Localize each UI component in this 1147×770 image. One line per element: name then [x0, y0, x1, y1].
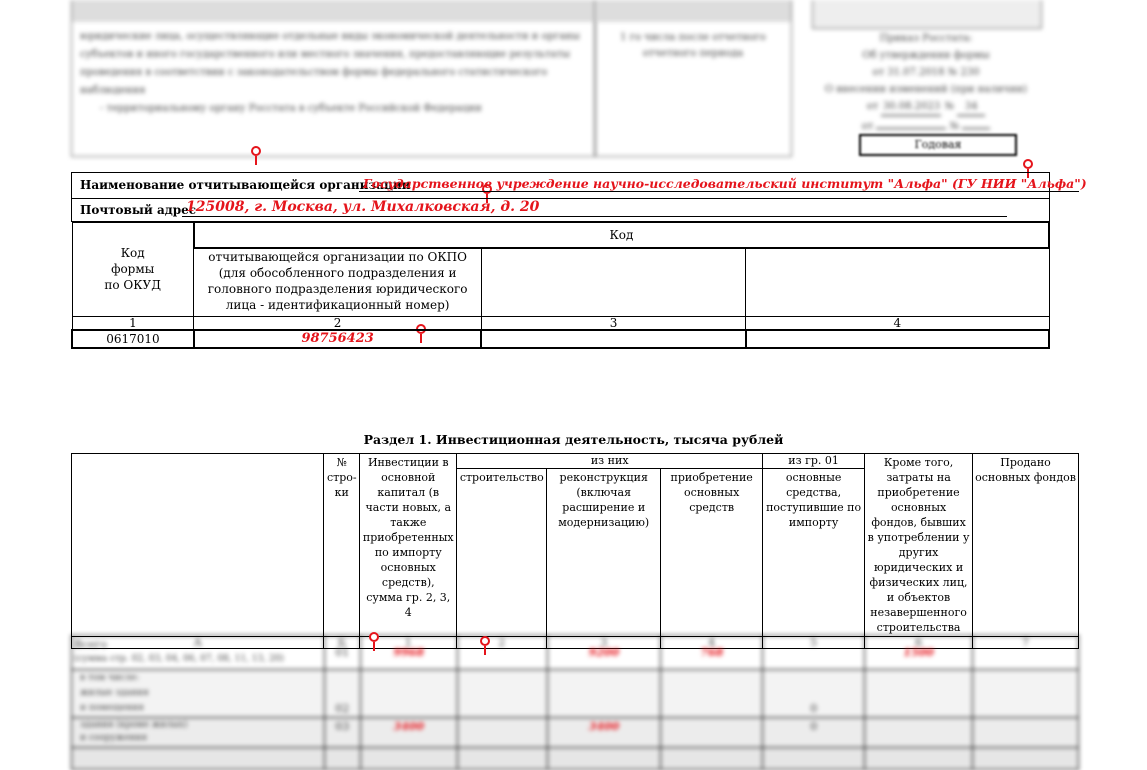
no-prefix: № [944, 101, 955, 112]
cell-value[interactable]: 0 [763, 718, 865, 748]
order-date-line-2 [812, 116, 1040, 135]
section1-title: Раздел 1. Инвестиционная деятельность, тысяча рублей [363, 432, 784, 447]
table-row [72, 718, 1079, 748]
header-line: проведения в соответствии с законодательством формы федерального статистического наблюдения [80, 67, 548, 96]
location-pin-icon [367, 632, 381, 652]
header-import: основные средства, поступившие по импорту [763, 469, 865, 637]
cell-value[interactable]: 3400 [547, 718, 661, 748]
header-acquisition: приобретение основных средств [661, 469, 763, 637]
header-middle-box [594, 0, 792, 157]
row-label: в том числе: [80, 673, 140, 683]
cell-value[interactable] [661, 718, 763, 748]
codes-table [71, 221, 1050, 349]
location-pin-icon [478, 636, 492, 656]
cell-value[interactable] [973, 636, 1079, 670]
table-row [72, 636, 1079, 670]
header-investments: Инвестиции в основной капитал (в части новых, а также приобретенных по импорту основных средств), сумма гр. 2, 3, 4 [360, 454, 457, 637]
date-prefix: от [861, 121, 874, 132]
col-number: 3 [481, 316, 745, 330]
header-right-line: от 31.07.2018 № 230 [872, 67, 980, 78]
col-number: 1 [72, 316, 194, 330]
col-letter: 4 [661, 637, 763, 649]
header-besides: Кроме того, затраты на приобретение основных фондов, бывших в употреблении у других юридических и физических лиц, и объектов незавершенного строительства [865, 454, 973, 637]
cell-value[interactable]: 768 [661, 636, 763, 670]
col-letter: Б [324, 637, 360, 649]
cell-value[interactable] [661, 670, 763, 718]
date-prefix: от [866, 101, 879, 112]
order-date-line [812, 98, 1040, 116]
header-construction: строительство [457, 469, 547, 637]
header-middle-line: 1 го числа после отчетного [620, 32, 766, 43]
header-right-line: Об утверждении формы [862, 50, 990, 61]
org-name-value[interactable]: Государственное учреждение научно-исследовательский институт "Альфа" (ГУ НИИ "Альфа") [363, 176, 1087, 191]
header-of-gr01: из гр. 01 [763, 454, 865, 469]
header-empty [72, 454, 324, 637]
no-prefix: № [949, 121, 960, 132]
okpo-label: отчитывающейся организации по ОКПО (для обособленного подразделения и головного подразделения юридического лица - идентификационный номер) [194, 248, 482, 316]
period-label: Годовая [914, 138, 962, 151]
cell-value[interactable] [865, 670, 973, 718]
code-col4-empty [746, 248, 1049, 316]
okud-value: 0617010 [72, 330, 194, 348]
row-sublabel: и помещения [80, 703, 144, 713]
header-middle-line: отчетного периода [642, 48, 744, 59]
col-letter: 2 [457, 637, 547, 649]
cell-value[interactable] [457, 670, 547, 718]
header-reconstruction: реконструкция (включая расширение и модернизацию) [547, 469, 661, 637]
cell-value[interactable]: 3400 [360, 718, 457, 748]
table-row [72, 748, 1079, 770]
cell-value[interactable]: 1500 [865, 636, 973, 670]
period-box [859, 134, 1017, 156]
col-letter: 6 [865, 637, 973, 649]
investment-table [71, 453, 1079, 649]
row-sublabel: (сумма стр. 02, 03, 04, 06, 07, 08, 11, 13, 20) [74, 654, 284, 664]
org-name-label: Наименование отчитывающейся организации [80, 178, 411, 192]
header-right-line: Приказ Росстата: [879, 33, 973, 44]
org-info-block [71, 172, 1087, 222]
col-number: 2 [194, 316, 482, 330]
col-letter: 5 [763, 637, 865, 649]
header-left-box [71, 0, 596, 157]
cell-value[interactable] [865, 718, 973, 748]
code-value-4[interactable] [746, 330, 1049, 348]
investment-rows [71, 635, 1079, 770]
table-row [72, 670, 1079, 718]
header-left-text [80, 28, 590, 118]
cell-value[interactable]: 0 [763, 670, 865, 718]
header-sold: Продано основных фондов [973, 454, 1079, 637]
header-line: юридические лица, осуществляющие отдельные виды экономической деятельности и органы [80, 31, 580, 42]
address-value[interactable]: 125008, г. Москва, ул. Михалковская, д. 20 [186, 199, 540, 215]
cell-value[interactable]: 9200 [547, 636, 661, 670]
form-code-label: Код формы по ОКУД [72, 222, 194, 316]
row-sublabel: и сооружения [80, 733, 148, 743]
header-row-no: № стро-ки [324, 454, 360, 637]
row-label: здания (кроме жилых) [80, 720, 188, 730]
location-pin-icon [249, 146, 263, 166]
code-header: Код [194, 222, 1049, 248]
col-number: 4 [746, 316, 1049, 330]
col-letter: А [72, 637, 324, 649]
cell-value[interactable]: 9968 [360, 636, 457, 670]
cell-value[interactable] [763, 636, 865, 670]
code-value-3[interactable] [481, 330, 745, 348]
row-sublabel: жилые здания [80, 688, 149, 698]
header-right-line: О внесении изменений (при наличии) [824, 84, 1028, 95]
header-of-them: из них [457, 454, 763, 469]
header-right-box [812, 0, 1042, 29]
okpo-value[interactable]: 98756423 [194, 330, 482, 348]
row-no: 02 [324, 670, 360, 718]
cell-value[interactable] [360, 670, 457, 718]
col-letter: 1 [360, 637, 457, 649]
col-letter: 7 [973, 637, 1079, 649]
header-line: субъектов и иного государственного или местного значения, предоставляющие результаты [80, 49, 570, 60]
row-label: Всего [74, 638, 108, 651]
table-body-blurred [71, 635, 1079, 770]
cell-value[interactable] [973, 718, 1079, 748]
row-no: 01 [324, 636, 360, 670]
order-date: 30.08.2023 [881, 98, 941, 116]
address-label: Почтовый адрес [80, 203, 197, 217]
header-line: - территориальному органу Росстата в субъекте Российской Федерации [100, 103, 482, 114]
cell-value[interactable] [973, 670, 1079, 718]
cell-value[interactable] [547, 670, 661, 718]
code-col3-empty [481, 248, 745, 316]
cell-value[interactable] [457, 636, 547, 670]
cell-value[interactable] [457, 718, 547, 748]
order-no: 34 [957, 98, 985, 116]
row-no: 03 [324, 718, 360, 748]
col-letter: 3 [547, 637, 661, 649]
